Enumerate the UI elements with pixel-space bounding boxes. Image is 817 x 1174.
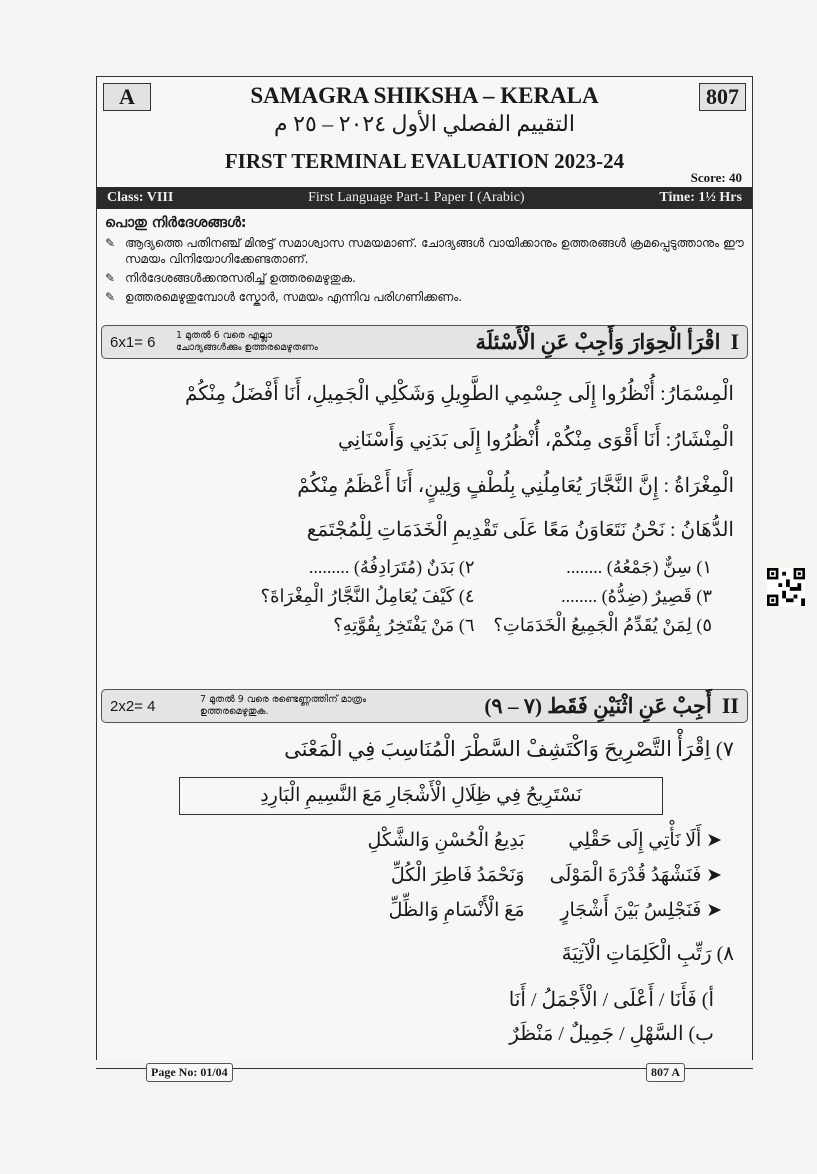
poem-line: ➤ فَنَجْلِسُ بَيْنَ أَشْجَارٍ bbox=[560, 900, 722, 921]
poem-line: ➤ أَلَا نَأْتِي إِلَى حَقْلِي bbox=[568, 830, 722, 851]
poem-line: وَنَحْمَدُ فَاطِرَ الْكُلِّ bbox=[390, 865, 525, 886]
subject-label: First Language Part-1 Paper I (Arabic) bbox=[308, 190, 525, 205]
question-8-b: ب) السَّهْلِ / جَمِيلٌ / مَنْظَرٌ bbox=[509, 1023, 714, 1045]
section-1-questions bbox=[237, 557, 712, 636]
section-2-number: II bbox=[721, 693, 739, 718]
section-2-title: أَجِبْ عَنِ اثْنَيْنِ فَقَط (٧ – ٩) bbox=[484, 693, 712, 718]
class-info-bar bbox=[97, 187, 752, 209]
poem-line: بَدِيعُ الْحُسْنِ وَالشَّكْلِ bbox=[367, 830, 525, 851]
org-title: SAMAGRA SHIKSHA – KERALA bbox=[250, 83, 599, 108]
pencil-icon: ✎ bbox=[105, 271, 116, 285]
dialogue-line: الْمِغْرَاةُ : إِنَّ النَّجَّارَ يُعَامِلُنِي بِلُطْفٍ وَلِينٍ، أَنَا أَعْظَمُ مِنْكُمْ bbox=[297, 475, 734, 497]
class-label: Class: VIII bbox=[107, 190, 174, 205]
question-8: ٨) رَتِّبِ الْكَلِمَاتِ الْآتِيَةَ bbox=[561, 943, 734, 965]
section-2-marks: 2x2= 4 bbox=[110, 697, 156, 715]
section-1-title: اقْرَأ الْحِوَارَ وَأَجِبْ عَنِ الْأَسْئلَة bbox=[475, 329, 721, 354]
poem-line: ➤ فَنَشْهَدُ قُدْرَةَ الْمَوْلَى bbox=[549, 865, 722, 886]
question-1: ١) سِنٌّ (جَمْعُهُ) ........ bbox=[566, 557, 712, 577]
page-number: Page No: 01/04 bbox=[146, 1063, 233, 1082]
pencil-icon: ✎ bbox=[105, 236, 116, 250]
section-1-marks: 6x1= 6 bbox=[110, 333, 156, 351]
dialogue-line: الْمِسْمَارُ: أُنْظُرُوا إِلَى جِسْمِي الطَّوِيلِ وَشَكْلِي الْجَمِيلِ، أَنَا أَفْضَلُ مِنْكُمْ bbox=[184, 383, 734, 405]
dialogue-line: الدُّهَانُ : نَحْنُ نَتَعَاوَنُ مَعًا عَلَى تَقْدِيمِ الْخَدَمَاتِ لِلْمُجْتَمَع bbox=[306, 519, 734, 541]
instruction-item: ✎ ആദ്യത്തെ പതിനഞ്ച് മിനുട്ട് സമാശ്വാസ സമയമാണ്. ചോദ്യങ്ങൾ വായിക്കാനും ഉത്തരങ്ങൾ ക്രമപ്പെടുത്താനും ഈ സമയം വിനിയോഗിക്കേണ്ടതാണ്. bbox=[105, 236, 744, 266]
question-6: ٦) مَنْ يَفْتَخِرُ بِقُوَّتِهِ؟ bbox=[333, 615, 475, 635]
question-8-a: أ) فَأَنَا / أَعْلَى / الْأَجْمَلُ / أَنَا bbox=[508, 989, 714, 1011]
section-1-number: I bbox=[730, 329, 739, 354]
exam-name: FIRST TERMINAL EVALUATION 2023-24 bbox=[224, 149, 625, 173]
set-code-box: A bbox=[103, 83, 151, 111]
question-3: ٣) قَصِيرٌ (ضِدُّهُ) ........ bbox=[561, 586, 712, 606]
footer-code: 807 A bbox=[646, 1063, 685, 1082]
instruction-item: ✎ നിർദേശങ്ങൾക്കനുസരിച്ച് ഉത്തരമെഴുതുക. bbox=[105, 271, 356, 285]
arabic-subtitle: التقييم الفصلي الأول ٢٠٢٤ – ٢٥ م bbox=[274, 111, 575, 136]
section-1-banner bbox=[101, 325, 748, 359]
question-7-statement-box: نَسْتَرِيحُ فِي ظِلَالِ الْأَشْجَارِ مَعَ النَّسِيمِ الْبَارِدِ bbox=[179, 777, 663, 815]
time-label: Time: 1½ Hrs bbox=[659, 190, 742, 205]
section-1-note: 1 മുതൽ 6 വരെ എല്ലാ ചോദ്യങ്ങൾക്കും ഉത്തരമെഴുതണം bbox=[176, 330, 318, 353]
pencil-icon: ✎ bbox=[105, 290, 116, 304]
general-instructions bbox=[105, 215, 744, 308]
qr-code-icon bbox=[767, 568, 805, 606]
poem bbox=[327, 829, 722, 922]
poem-line: مَعَ الْأَنْسَامِ وَالظِّلِّ bbox=[388, 900, 525, 921]
section-2-note: 7 മുതൽ 9 വരെ രണ്ടെണ്ണത്തിന് മാത്രം ഉത്തരമെഴുതുക. bbox=[200, 694, 367, 717]
question-2: ٢) بَدَنٌ (مُتَرَادِفُهُ) ......... bbox=[308, 557, 475, 577]
dialogue-line: الْمِنْشَارُ: أَنَا أَقْوَى مِنْكُمْ، أُنْظُرُوا إِلَى بَدَنِي وَأَسْنَانِي bbox=[337, 429, 734, 451]
score-label: Score: 40 bbox=[690, 170, 742, 185]
exam-page-frame bbox=[96, 76, 753, 1060]
paper-code-box: 807 bbox=[699, 83, 746, 111]
section-2-banner bbox=[101, 689, 748, 723]
instructions-heading: പൊതു നിർദേശങ്ങൾ: bbox=[105, 215, 247, 231]
instruction-item: ✎ ഉത്തരമെഴുതുമ്പോൾ സ്കോർ, സമയം എന്നിവ പരിഗണിക്കണം. bbox=[105, 290, 463, 304]
question-4: ٤) كَيْفَ يُعَامِلُ النَّجَّارُ الْمِغْرَاةَ؟ bbox=[260, 586, 475, 606]
question-7: ٧) اِقْرَأْ التَّصْرِيحَ وَاكْتَشِفْ السَّطْرَ الْمُنَاسِبَ فِي الْمَعْنَى bbox=[284, 737, 734, 761]
question-5: ٥) لِمَنْ يُقَدِّمُ الْجَمِيعُ الْخَدَمَاتِ؟ bbox=[493, 615, 712, 635]
